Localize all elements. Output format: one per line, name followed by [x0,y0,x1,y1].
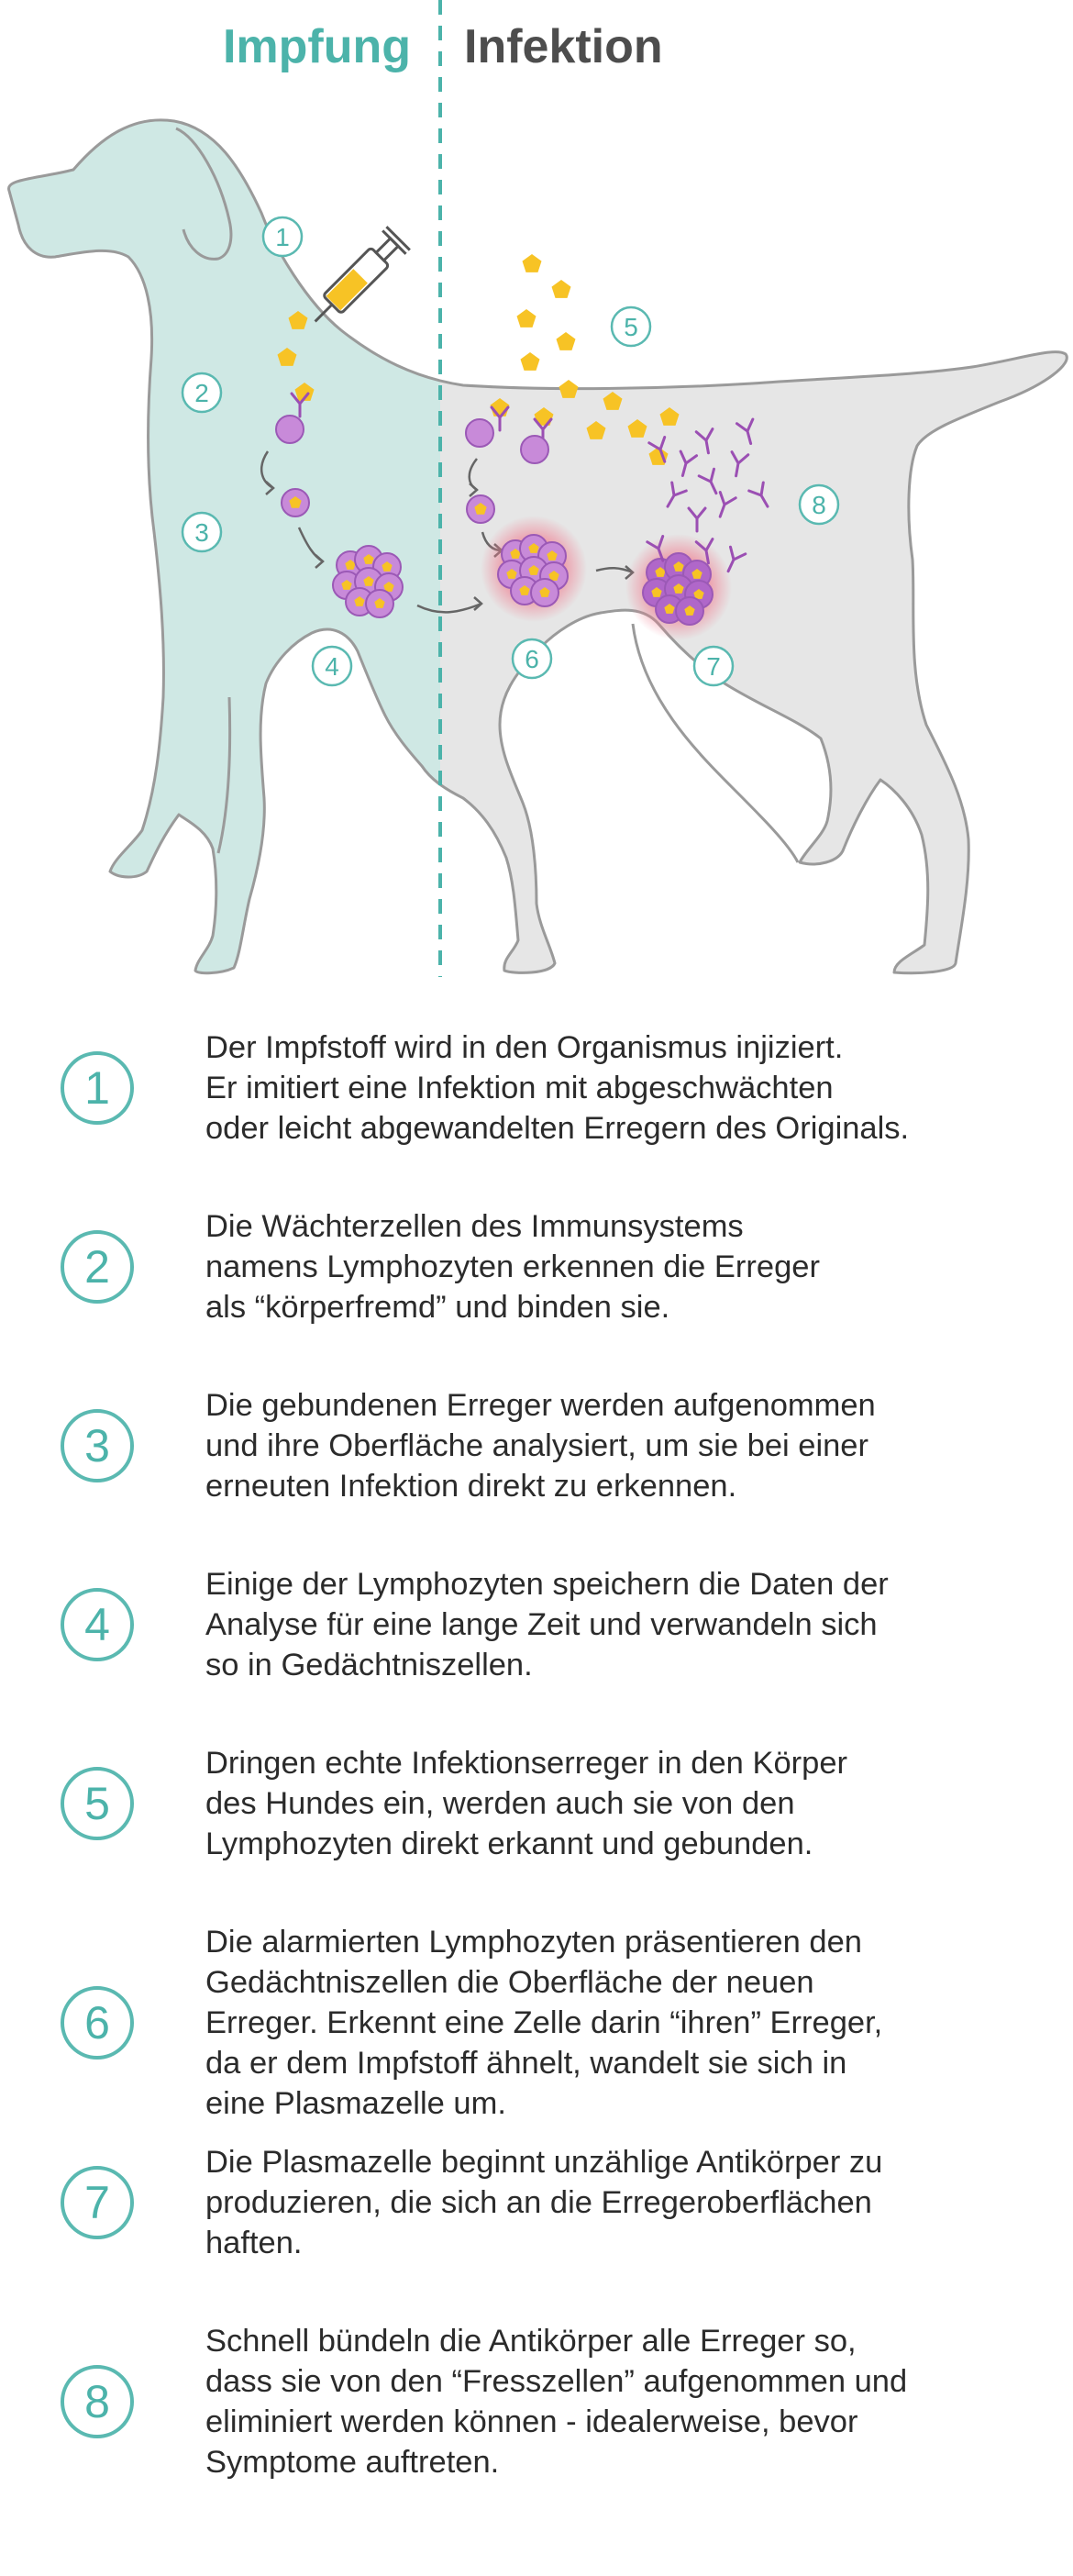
step-text-line: so in Gedächtniszellen. [205,1648,533,1682]
step-text-line: Die Plasmazelle beginnt unzählige Antikörper zu [205,2145,883,2180]
step-text-line: Die Wächterzellen des Immunsystems [205,1209,744,1244]
step-number-badge: 4 [61,1588,134,1661]
step-description [205,1206,1031,1327]
step-description [205,2321,1031,2482]
pathogen [559,380,579,398]
step-text-line: Die alarmierten Lymphozyten präsentieren den [205,1925,862,1960]
marker-label: 3 [194,518,209,547]
step-text-line: da er dem Impfstoff ähnelt, wandelt sie sich in [205,2046,847,2081]
step-number-badge: 7 [61,2166,134,2239]
pathogen [517,309,536,328]
marker-label: 1 [275,223,290,251]
header-infection: Infektion [464,20,663,73]
lymphocyte [521,436,548,463]
step-text-line: und ihre Oberfläche analysiert, um sie bei einer [205,1428,868,1463]
step-text-line: Gedächtniszellen die Oberfläche der neuen [205,1965,814,2000]
step-number-badge: 1 [61,1051,134,1125]
marker-6 [513,639,551,678]
step-text-line: Analyse für eine lange Zeit und verwandeln sich [205,1607,878,1642]
step-text-line: Die gebundenen Erreger werden aufgenommen [205,1388,876,1423]
marker-5 [612,307,650,346]
step-text-line: erneuten Infektion direkt zu erkennen. [205,1469,737,1504]
step-description [205,1743,1031,1864]
marker-label: 8 [812,491,826,519]
lymphocyte [466,419,493,447]
dog-illustration [0,0,1073,991]
step-text-line: Dringen echte Infektionserreger in den Körper [205,1746,847,1781]
step-text-line: des Hundes ein, werden auch sie von den [205,1786,795,1821]
marker-7 [694,647,733,685]
pathogen [521,352,540,371]
marker-label: 6 [525,645,539,673]
step-text-line: dass sie von den “Fresszellen” aufgenommen und [205,2364,908,2399]
header-vaccination: Impfung [222,20,411,73]
marker-2 [183,373,221,412]
step-text-line: produzieren, die sich an die Erregeroberflächen [205,2185,872,2220]
step-description [205,2142,1031,2263]
marker-label: 5 [624,313,638,341]
step-description [205,1385,1031,1506]
lymphocyte [276,416,304,443]
marker-3 [183,513,221,551]
step-text-line: als “körperfremd” und binden sie. [205,1290,670,1325]
step-number-badge: 8 [61,2365,134,2438]
step-text-line: Lymphozyten direkt erkannt und gebunden. [205,1827,813,1861]
pathogen [557,332,576,350]
step-text-line: Schnell bündeln die Antikörper alle Erreger so, [205,2324,857,2359]
pathogen [523,254,542,272]
syringe-icon [304,227,410,333]
marker-label: 2 [194,379,209,407]
step-number-badge: 3 [61,1409,134,1482]
marker-1 [263,217,302,256]
step-number-badge: 2 [61,1230,134,1304]
step-text-line: haften. [205,2226,303,2260]
step-description [205,1027,1031,1149]
pathogen [552,280,571,298]
step-text-line: Er imitiert eine Infektion mit abgeschwächten [205,1071,834,1105]
marker-label: 4 [325,652,339,681]
step-description [205,1922,1031,2124]
step-description [205,1564,1031,1685]
step-text-line: Einige der Lymphozyten speichern die Daten der [205,1567,889,1602]
step-text-line: Der Impfstoff wird in den Organismus injiziert. [205,1030,844,1065]
marker-4 [313,647,351,685]
step-text-line: Erreger. Erkennt eine Zelle darin “ihren” Erreger, [205,2005,883,2040]
step-number-badge: 5 [61,1767,134,1840]
step-text-line: oder leicht abgewandelten Erregern des Originals. [205,1111,910,1146]
step-text-line: Symptome auftreten. [205,2445,500,2480]
step-text-line: eine Plasmazelle um. [205,2086,506,2121]
step-text-line: eliminiert werden können - idealerweise, bevor [205,2404,858,2439]
step-number-badge: 6 [61,1986,134,2060]
step-text-line: namens Lymphozyten erkennen die Erreger [205,1249,820,1284]
marker-8 [800,485,838,524]
vaccination-diagram [0,0,1073,991]
marker-label: 7 [706,652,721,681]
